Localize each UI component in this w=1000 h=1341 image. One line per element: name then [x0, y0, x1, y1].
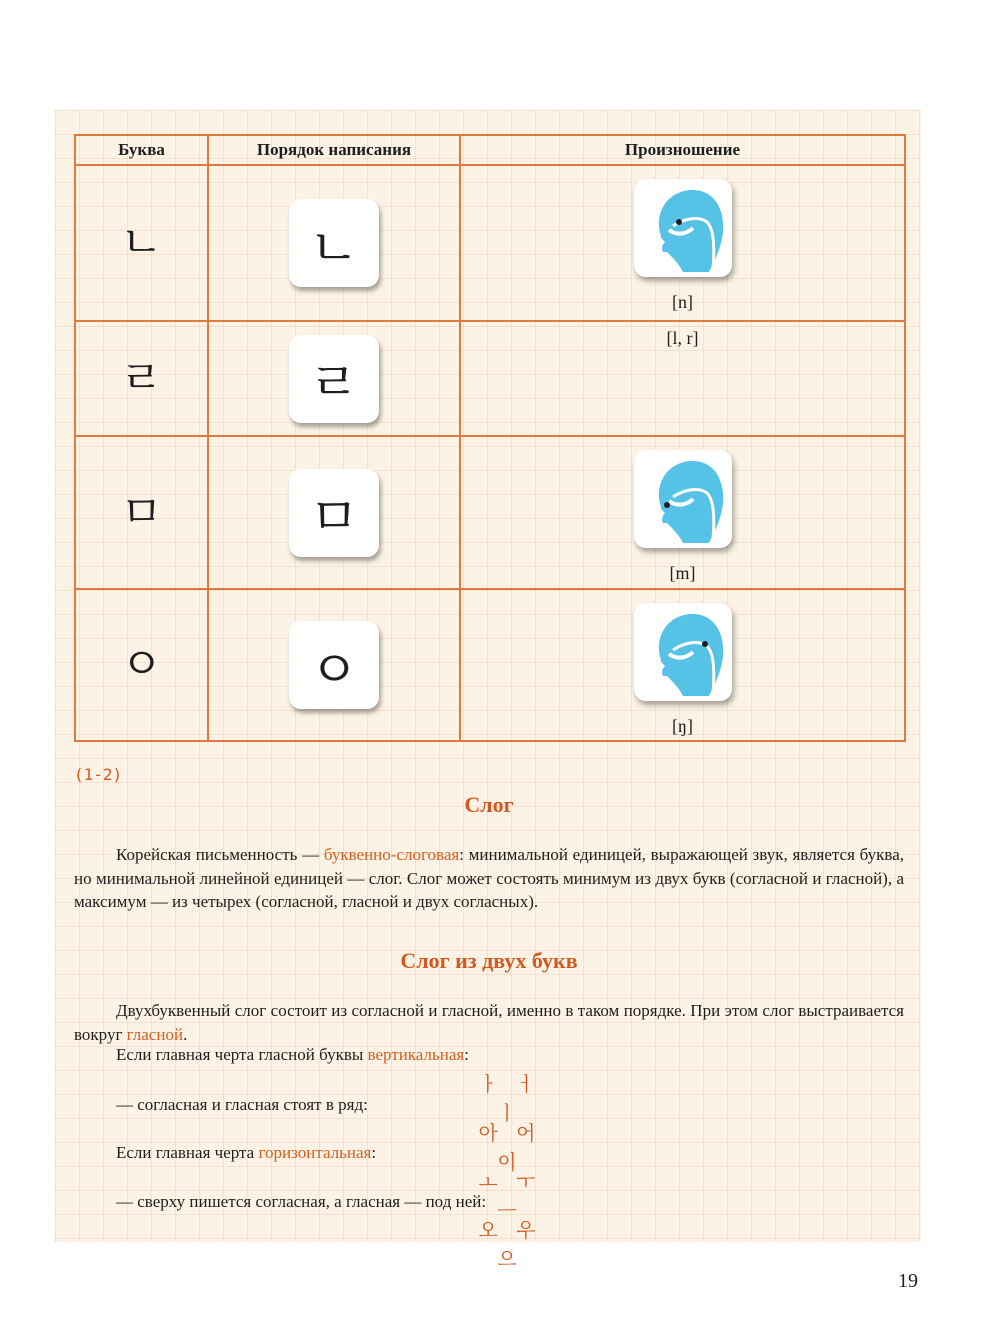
- letter: ㄴ: [120, 217, 163, 268]
- header-letter: Буква: [75, 135, 208, 165]
- section-code: (1-2): [74, 765, 123, 784]
- vertical-vowels: ㅏ ㅓ ㅣ: [478, 1072, 542, 1125]
- letter-cell: [75, 436, 208, 589]
- ipa-label: [n]: [672, 292, 693, 312]
- header-writing-order: Порядок написания: [208, 135, 460, 165]
- letter: ㅇ: [120, 639, 163, 690]
- stroke-order-card: ㅁ: [289, 469, 379, 557]
- table-row: [75, 436, 905, 589]
- paragraph-two-letter: Двухбуквенный слог состоит из согласной и гласной, именно в таком порядке. При этом слог выстраивается вокруг гласной.: [74, 1001, 904, 1044]
- letter: ㅁ: [120, 486, 163, 538]
- ipa-label: [l, r]: [666, 328, 699, 348]
- mouth-diagram-icon: [633, 178, 733, 278]
- ipa-label: [ŋ]: [672, 716, 693, 736]
- text-side-by-side: — согласная и гласная стоят в ряд:: [116, 1095, 368, 1114]
- text-horizontal-rule: Если главная черта горизонтальная:: [116, 1143, 377, 1162]
- stroke-order-cell: [208, 436, 460, 589]
- horizontal-syllables: 오 우 으: [478, 1218, 542, 1271]
- pronunciation-cell: [460, 589, 905, 741]
- stroke-order-cell: [208, 589, 460, 741]
- mouth-diagram-icon: [633, 449, 733, 549]
- vertical-syllables: 아 어 이: [478, 1121, 542, 1174]
- stroke-order-cell: [208, 321, 460, 436]
- heading-two-letter-syllable: Слог из двух букв: [400, 948, 578, 973]
- table-row: [75, 165, 905, 321]
- mouth-diagram-icon: [633, 602, 733, 702]
- letters-table: [74, 134, 906, 742]
- page-number: 19: [898, 1270, 918, 1292]
- letter-cell: [75, 321, 208, 436]
- pronunciation-cell: [460, 436, 905, 589]
- letter: ㄹ: [120, 352, 163, 404]
- heading-syllable: Слог: [464, 792, 514, 817]
- ipa-label: [m]: [669, 563, 696, 583]
- text-vertical-rule: Если главная черта гласной буквы вертикальная:: [116, 1045, 469, 1064]
- pronunciation-cell: [460, 321, 905, 436]
- stroke-order-card: ㄹ: [289, 335, 379, 423]
- paragraph-syllable: Корейская письменность — буквенно-слоговая: минимальной единицей, выражающей звук, является буква, но минимальной линейной единицей — слог. Слог может состоять минимум из двух букв (согласной и гласной), а максимум — из четырех (согласной, гласной и двух согласных).: [74, 845, 904, 911]
- pronunciation-cell: [460, 165, 905, 321]
- table-header-row: [75, 135, 905, 165]
- table-row: [75, 589, 905, 741]
- stroke-order-cell: [208, 165, 460, 321]
- text-stacked: — сверху пишется согласная, а гласная — под ней:: [116, 1192, 487, 1211]
- letter-cell: [75, 165, 208, 321]
- horizontal-vowels: ㅗ ㅜ ㅡ: [478, 1170, 542, 1223]
- table-row: [75, 321, 905, 436]
- stroke-order-card: ㅇ: [289, 621, 379, 709]
- letter-cell: [75, 589, 208, 741]
- stroke-order-card: ㄴ: [289, 199, 379, 287]
- header-pronunciation: Произношение: [460, 135, 905, 165]
